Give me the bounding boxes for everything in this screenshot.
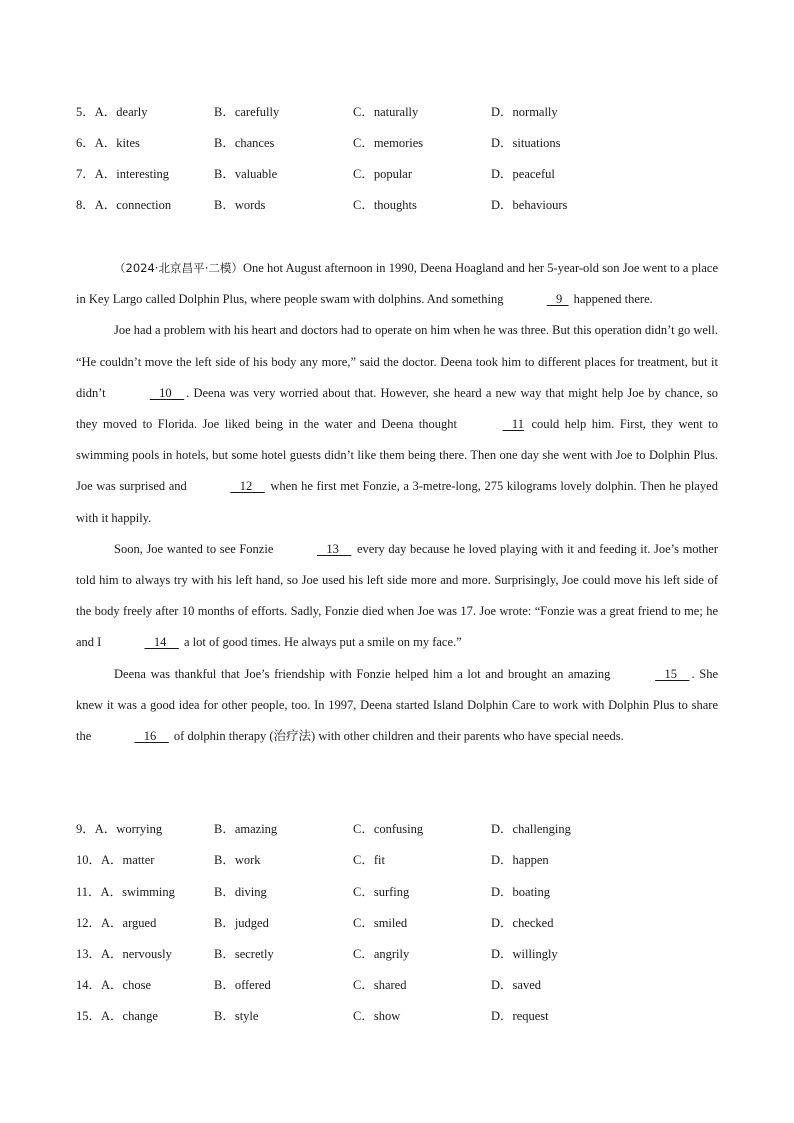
option-13-b: B．secretly	[214, 947, 274, 961]
option-12-c: C．smiled	[353, 916, 408, 930]
passage-paragraph-2: Joe had a problem with his heart and doctors had to operate on him when he was three. But this operation didn’t go well. “He couldn’t move the left side of his body any more,” said the doctor. Deena took him to different places for treatment, but it didn’t 10 . Deena was very worried about that. However, she heard a new way that might help Joe by chance, so they moved to Florida. Joe liked being in the water and Deena thought 11 could help him. First, they went to swimming pools in hotels, but some hotel guests didn’t like them being there. Then one day she went with Joe to Dolphin Plus. Joe was surprised and 12 when he first met Fonzie, a 3-metre-long, 275 kilograms lovely dolphin. Then he played with it happily.	[76, 323, 719, 525]
option-7-c: C．popular	[353, 167, 413, 181]
option-10-d: D．happen	[491, 853, 549, 867]
option-11-d: D．boating	[491, 885, 551, 899]
reading-passage	[76, 253, 718, 752]
option-6-c: C．memories	[353, 136, 424, 150]
option-8-c: C．thoughts	[353, 198, 417, 212]
blank-14: 14	[144, 635, 179, 650]
option-14-c: C．shared	[353, 978, 407, 992]
blank-16: 16	[134, 729, 169, 744]
blank-11: 11	[502, 417, 524, 432]
option-12-b: B．judged	[214, 916, 269, 930]
option-12-d: D．checked	[491, 916, 554, 930]
option-6-b: B．chances	[214, 136, 275, 150]
option-10: 10．A．matter	[76, 853, 155, 867]
blank-9: 9	[546, 292, 569, 307]
option-15: 15．A．change	[76, 1009, 158, 1023]
option-14-b: B．offered	[214, 978, 271, 992]
blank-15: 15	[655, 666, 690, 681]
option-9-c: C．confusing	[353, 822, 424, 836]
option-14: 14．A．chose	[76, 978, 152, 992]
option-11: 11．A．swimming	[76, 885, 175, 899]
option-6-d: D．situations	[491, 136, 561, 150]
option-15-c: C．show	[353, 1009, 401, 1023]
blank-12: 12	[230, 479, 265, 494]
option-11-b: B．diving	[214, 885, 267, 899]
option-14-d: D．saved	[491, 978, 541, 992]
option-9: 9．A．worrying	[76, 822, 163, 836]
passage-paragraph-4: Deena was thankful that Joe’s friendship with Fonzie helped him a lot and brought an amazing 15 . She knew it was a good idea for other people, too. In 1997, Deena started Island Dolphin Care to work with Dolphin Plus to share the 16 of dolphin therapy (治疗法) with other children and their parents who have special needs.	[76, 659, 718, 753]
option-11-c: C．surfing	[353, 885, 410, 899]
blank-10: 10	[149, 385, 185, 400]
option-8: 8．A．connection	[76, 198, 172, 212]
option-7-d: D．peaceful	[491, 167, 555, 181]
passage-source: （2024·北京昌平·二模）	[114, 261, 244, 275]
passage-paragraph-3: Soon, Joe wanted to see Fonzie 13 every day because he loved playing with it and feeding it. Joe’s mother told him to always try with his left hand, so Joe used his left side more and more. Surprisingly, Joe could move his left side of the body freely after 10 months of efforts. Sadly, Fonzie died when Joe was 17. Joe wrote: “Fonzie was a great friend to me; he and I 14 a lot of good times. He always put a smile on my face.”	[76, 534, 718, 659]
option-7-b: B．valuable	[214, 167, 278, 181]
option-8-d: D．behaviours	[491, 198, 568, 212]
option-6: 6．A．kites	[76, 136, 140, 150]
blank-13: 13	[317, 541, 352, 556]
option-5-d: D．normally	[491, 105, 558, 119]
option-10-b: B．work	[214, 853, 261, 867]
option-9-b: B．amazing	[214, 822, 278, 836]
option-12: 12．A．argued	[76, 916, 157, 930]
passage-paragraph-1: （2024·北京昌平·二模）One hot August afternoon in 1990, Deena Hoagland and her 5-year-old son Joe went to a place in Key Largo called Dolphin Plus, where people swam with dolphins. And something 9 happened there.	[76, 253, 718, 315]
option-13-d: D．willingly	[491, 947, 558, 961]
option-5-b: B．carefully	[214, 105, 280, 119]
option-5: 5．A．dearly	[76, 105, 148, 119]
option-5-c: C．naturally	[353, 105, 419, 119]
option-8-b: B．words	[214, 198, 266, 212]
option-13: 13．A．nervously	[76, 947, 172, 961]
option-10-c: C．fit	[353, 853, 385, 867]
option-15-d: D．request	[491, 1009, 549, 1023]
option-7: 7．A．interesting	[76, 167, 170, 181]
option-13-c: C．angrily	[353, 947, 410, 961]
option-15-b: B．style	[214, 1009, 259, 1023]
option-9-d: D．challenging	[491, 822, 571, 836]
